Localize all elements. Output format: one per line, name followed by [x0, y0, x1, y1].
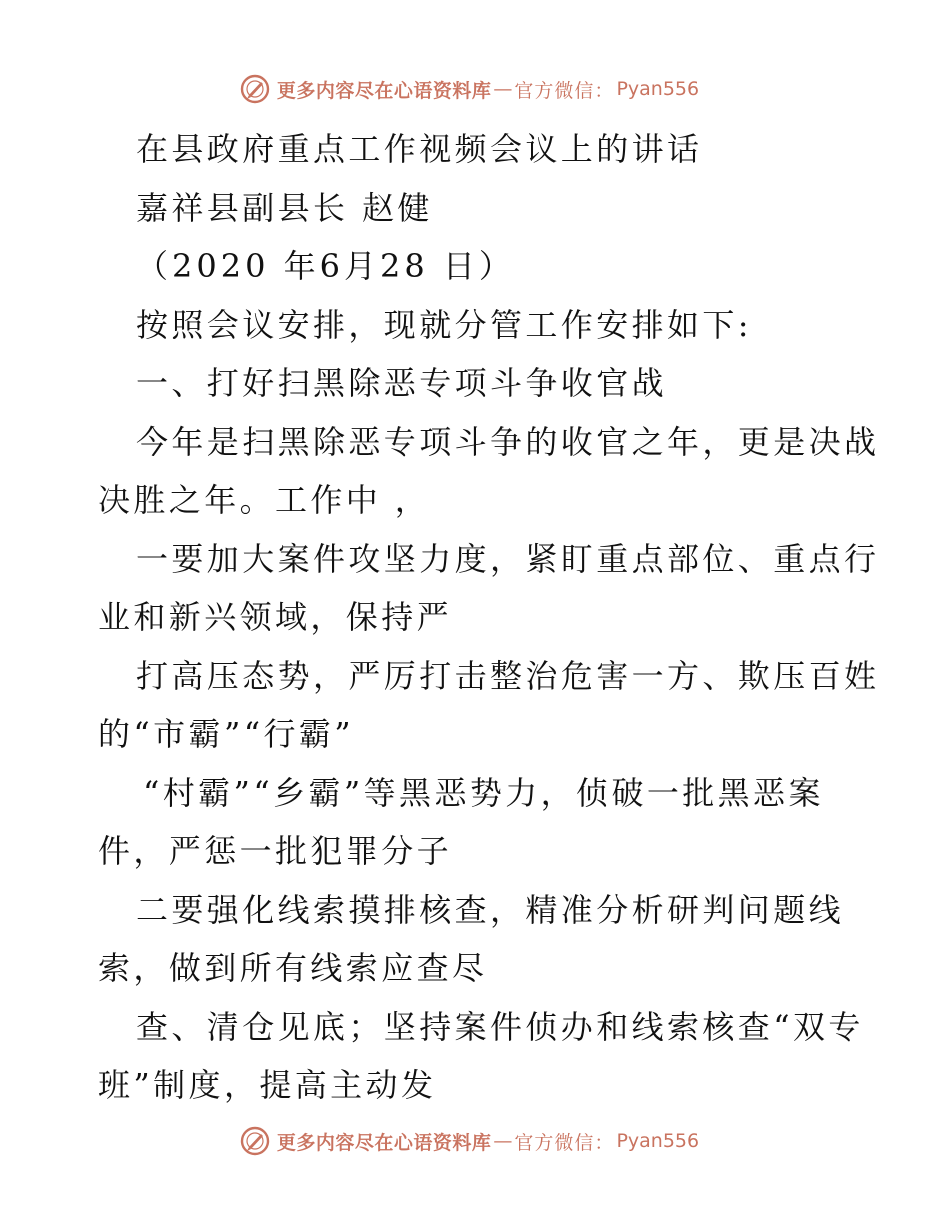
watermark-text: 更多内容尽在心语资料库: [276, 79, 492, 102]
paragraph-line: 索，做到所有线索应查尽: [98, 949, 488, 987]
paragraph-line: 的“市霸”“行霸”: [98, 715, 355, 753]
section-heading: 一、打好扫黑除恶专项斗争收官战: [136, 364, 668, 402]
paragraph-line: 按照会议安排，现就分管工作安排如下:: [136, 305, 752, 344]
watermark-wechat-label: 官方微信：: [514, 1131, 615, 1154]
paragraph-line: 班”制度，提高主动发: [98, 1066, 437, 1104]
paragraph-line: 业和新兴领域，保持严: [98, 598, 453, 636]
pen-logo-icon: [239, 73, 271, 105]
paragraph-line: 二要强化线索摸排核查，精准分析研判问题线: [136, 890, 845, 929]
date-line: （2020 年6月28 日）: [136, 247, 515, 285]
footer-watermark: [0, 1124, 950, 1158]
paragraph-line: 今年是扫黑除恶专项斗争的收官之年，更是决战: [136, 422, 880, 461]
document-body: [98, 120, 880, 1115]
paragraph-line: “村霸”“乡霸”等黑恶势力，侦破一批黑恶案: [143, 773, 824, 812]
watermark-dash: —: [493, 1130, 513, 1152]
paragraph-line: 件，严惩一批犯罪分子: [98, 832, 453, 870]
watermark-text: 更多内容尽在心语资料库: [276, 1131, 492, 1154]
speaker-line: 嘉祥县副县长 赵健: [136, 188, 433, 227]
watermark-wechat-label: 官方微信：: [514, 79, 615, 102]
watermark-wechat-id: Pyan556: [616, 1130, 700, 1152]
paragraph-line: 一要加大案件攻坚力度，紧盯重点部位、重点行: [136, 539, 880, 578]
document-title: 在县政府重点工作视频会议上的讲话: [136, 130, 703, 168]
header-watermark: [0, 72, 950, 106]
paragraph-line: 查、清仓见底；坚持案件侦办和线索核查“双专: [136, 1007, 864, 1046]
paragraph-line: 决胜之年。工作中 ，: [98, 481, 431, 519]
paragraph-line: 打高压态势，严厉打击整治危害一方、欺压百姓: [136, 656, 880, 695]
watermark-dash: —: [493, 78, 513, 100]
pen-logo-icon: [239, 1125, 271, 1157]
watermark-wechat-id: Pyan556: [616, 78, 700, 100]
